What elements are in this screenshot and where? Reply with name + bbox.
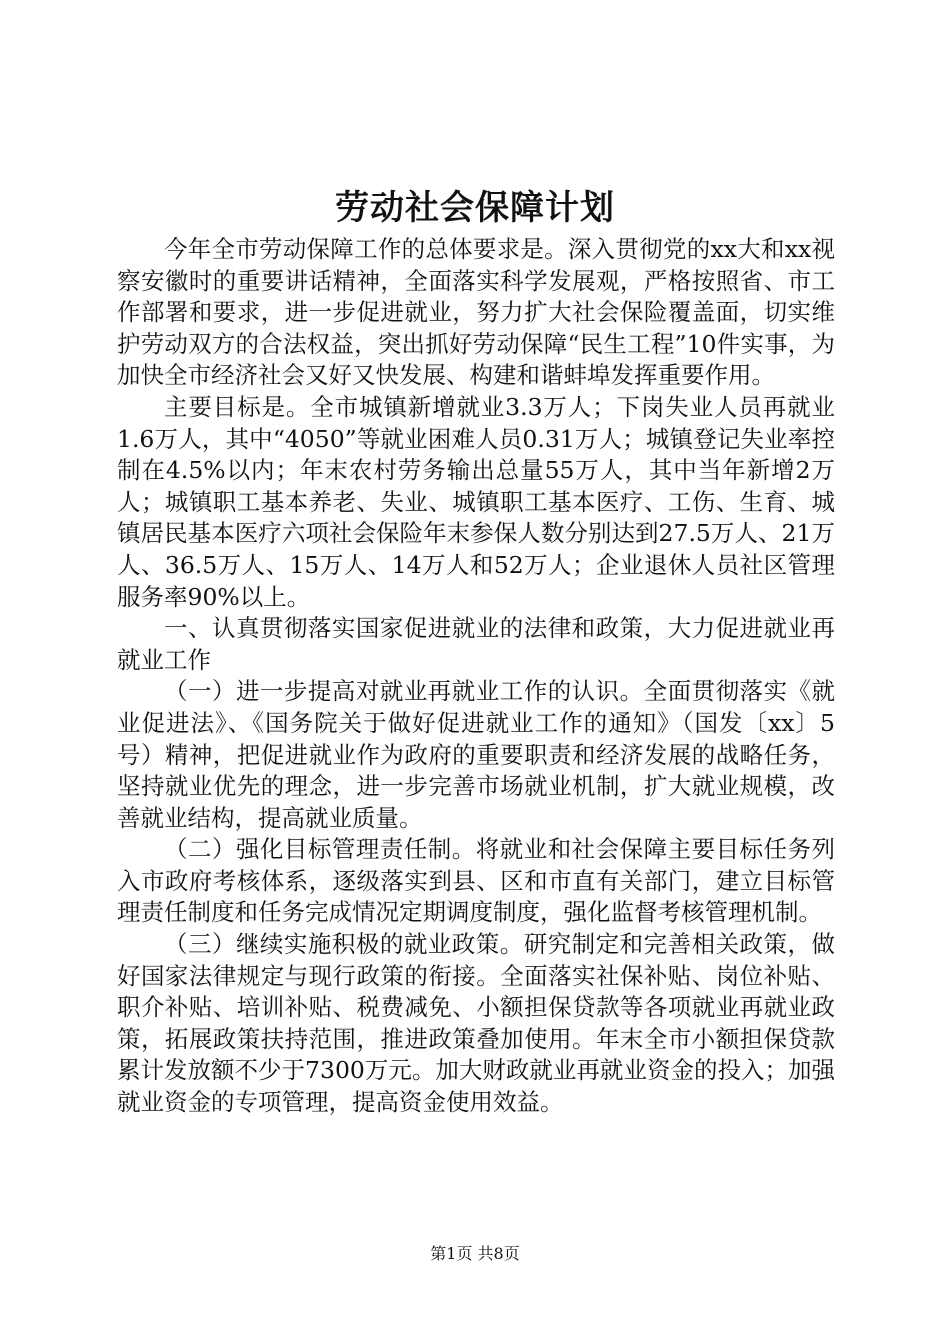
paragraph-item-3: （三）继续实施积极的就业政策。研究制定和完善相关政策，做好国家法律规定与现行政策的衔接。全面落实社保补贴、岗位补贴、职介补贴、培训补贴、税费减免、小额担保贷款等各项就业再就业政策，拓展政策扶持范围，推进政策叠加使用。年末全市小额担保贷款累计发放额不少于7300万元。加大财政就业再就业资金的投入；加强就业资金的专项管理，提高资金使用效益。 — [117, 930, 835, 1117]
paragraph-item-1: （一）进一步提高对就业再就业工作的认识。全面贯彻落实《就业促进法》、《国务院关于做好促进就业工作的通知》（国发〔xx〕5号）精神，把促进就业作为政府的重要职责和经济发展的战略任务，坚持就业优先的理念，进一步完善市场就业机制，扩大就业规模，改善就业结构，提高就业质量。 — [117, 677, 835, 832]
paragraph-item-2: （二）强化目标管理责任制。将就业和社会保障主要目标任务列入市政府考核体系，逐级落实到县、区和市直有关部门，建立目标管理责任制度和任务完成情况定期调度制度，强化监督考核管理机制。 — [117, 835, 835, 927]
paragraph-goals: 主要目标是。全市城镇新增就业3.3万人；下岗失业人员再就业1.6万人，其中“4050”等就业困难人员0.31万人；城镇登记失业率控制在4.5%以内；年末农村劳务输出总量55万人，其中当年新增2万人；城镇职工基本养老、失业、城镇职工基本医疗、工伤、生育、城镇居民基本医疗六项社会保险年末参保人数分别达到27.5万人、21万人、36.5万人、15万人、14万人和52万人；企业退休人员社区管理服务率90%以上。 — [117, 392, 835, 611]
paragraph-intro: 今年全市劳动保障工作的总体要求是。深入贯彻党的xx大和xx视察安徽时的重要讲话精神，全面落实科学发展观，严格按照省、市工作部署和要求，进一步促进就业，努力扩大社会保险覆盖面，切实维护劳动双方的合法权益，突出抓好劳动保障“民生工程”10件实事，为加快全市经济社会又好又快发展、构建和谐蚌埠发挥重要作用。 — [117, 235, 835, 390]
section-heading-1: 一、认真贯彻落实国家促进就业的法律和政策，大力促进就业再就业工作 — [117, 614, 835, 674]
document-body — [117, 234, 835, 1119]
page-footer: 第1页 共8页 — [430, 1244, 520, 1263]
document-title: 劳动社会保障计划 — [335, 188, 615, 228]
